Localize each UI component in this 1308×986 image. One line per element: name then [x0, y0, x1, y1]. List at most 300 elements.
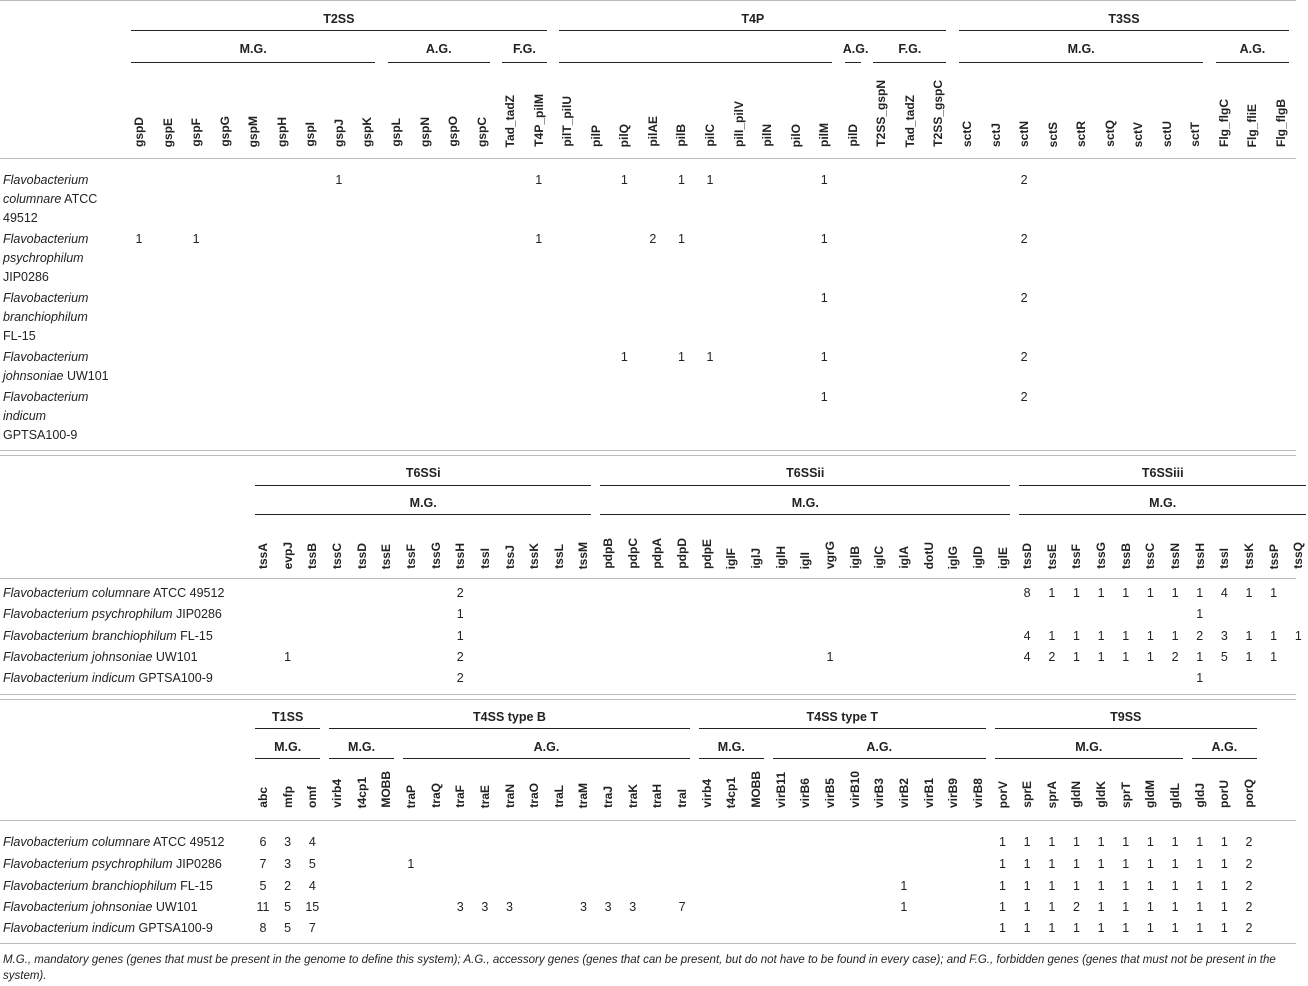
- table-cell-value: 1: [1245, 586, 1253, 600]
- organism-label: [3, 898, 198, 917]
- subgroup-rule: [255, 758, 320, 759]
- organism-species: Flavobacterium indicum: [3, 921, 135, 935]
- gene-header: tssC: [329, 542, 344, 569]
- gene-header: t4cp1: [724, 776, 739, 808]
- gene-header: tssF: [403, 544, 418, 569]
- table-cell-value: 2: [1020, 232, 1028, 246]
- table-cell-value: 1: [535, 173, 543, 187]
- subgroup-label: M.G.: [1149, 496, 1177, 510]
- gene-header: T4P_pilM: [531, 94, 546, 147]
- table-cell-value: 1: [1048, 879, 1056, 893]
- gene-header: tssM: [576, 541, 591, 569]
- organism-species: Flavobacterium indicum: [3, 671, 135, 685]
- table-cell-value: 1: [1097, 629, 1105, 643]
- gene-header: tssA: [256, 542, 270, 569]
- gene-header: tssE: [379, 543, 394, 569]
- gene-header: tssD: [1020, 542, 1035, 569]
- gene-header: tssH: [1192, 542, 1207, 569]
- gene-header: virB9: [946, 777, 961, 808]
- table-cell-value: 1: [456, 629, 464, 643]
- table-cell-value: 1: [1122, 900, 1130, 914]
- gene-header: tssN: [1168, 542, 1183, 569]
- gene-header: gspH: [274, 117, 289, 147]
- organism-species: Flavobacterium columnare: [3, 586, 151, 600]
- gene-header: traQ: [428, 783, 443, 808]
- subgroup-rule: [995, 758, 1184, 759]
- table-cell-value: 1: [1245, 650, 1253, 664]
- gene-header: traK: [625, 783, 640, 808]
- table-cell-value: 1: [1023, 879, 1031, 893]
- table-cell-value: 1: [1072, 586, 1080, 600]
- table-cell-value: 1: [1023, 900, 1031, 914]
- gene-header: Flg_flgB: [1274, 99, 1288, 147]
- table-cell-value: 4: [1023, 650, 1031, 664]
- table-cell-value: 1: [1196, 586, 1204, 600]
- gene-header: pdpE: [699, 539, 714, 569]
- organism-strain: ATCC 49512: [150, 835, 225, 849]
- table-cell-value: 1: [1097, 857, 1105, 871]
- table-cell-value: 2: [1245, 879, 1253, 893]
- subgroup-rule: [1192, 758, 1257, 759]
- gene-header: Flg_flgC: [1216, 99, 1231, 147]
- gene-header: iglF: [724, 547, 739, 569]
- table-cell-value: 1: [335, 173, 343, 187]
- organism-strain: FL-15: [176, 879, 213, 893]
- table-cell-value: 1: [1196, 900, 1204, 914]
- organism-name-line: johnsoniae UW101: [3, 369, 109, 383]
- table-cell-value: 1: [1245, 629, 1253, 643]
- table-cell-value: 1: [1196, 879, 1204, 893]
- subgroup-rule: [845, 62, 861, 63]
- table-bottom-rule: [0, 450, 1296, 451]
- table-cell-value: 1: [1072, 879, 1080, 893]
- organism-label: [3, 877, 213, 896]
- gene-header: gldL: [1168, 782, 1183, 808]
- gene-header: iglD: [970, 546, 985, 569]
- organism-label: [3, 669, 213, 688]
- table-cell-value: 1: [999, 835, 1006, 849]
- subgroup-rule: [388, 62, 490, 63]
- table-cell-value: 2: [1245, 921, 1253, 935]
- gene-header: sctV: [1131, 121, 1146, 147]
- organism-name-line: columnare ATCC: [3, 192, 98, 206]
- system-rule: [600, 485, 1010, 486]
- table-cell-value: 2: [1048, 650, 1056, 664]
- system-rule: [995, 728, 1258, 729]
- gene-header: tssI: [477, 548, 492, 569]
- table-cell-value: 1: [1146, 586, 1154, 600]
- table-cell-value: 1: [820, 390, 828, 404]
- gene-header: pilC: [703, 124, 717, 147]
- subgroup-rule: [773, 758, 986, 759]
- gene-header: tssC: [1143, 542, 1158, 569]
- table-cell-value: 1: [535, 232, 543, 246]
- organism-strain: GPTSA100-9: [135, 671, 213, 685]
- gene-header: virB11: [773, 771, 788, 808]
- gene-header: tssK: [1242, 542, 1256, 569]
- table-cell-value: 1: [620, 173, 628, 187]
- organism-species: Flavobacterium columnare: [3, 835, 151, 849]
- subgroup-label: M.G.: [274, 740, 302, 754]
- system-rule: [255, 728, 320, 729]
- gene-header: virB6: [798, 777, 813, 808]
- table-cell-value: 1: [1196, 671, 1204, 685]
- gene-header: pilD: [845, 124, 860, 147]
- gene-header: gldN: [1069, 781, 1084, 808]
- table-cell-value: 1: [1122, 879, 1130, 893]
- table-cell-value: 2: [1196, 629, 1204, 643]
- organism-name-line: Flavobacterium: [3, 291, 89, 305]
- system-rule: [1019, 485, 1306, 486]
- table-cell-value: 1: [820, 173, 828, 187]
- organism-strain: JIP0286: [172, 857, 222, 871]
- gene-header: tssB: [1118, 542, 1133, 569]
- table-cell-value: 1: [620, 350, 628, 364]
- gene-header: pdpC: [625, 538, 640, 569]
- table-cell-value: 1: [1196, 650, 1204, 664]
- table-cell-value: 1: [1048, 629, 1056, 643]
- organism-name-line: Flavobacterium: [3, 350, 89, 364]
- organism-label: [3, 289, 123, 346]
- gene-header: tssQ: [1291, 542, 1306, 569]
- gene-header: gspI: [303, 122, 318, 147]
- organism-strain: FL-15: [176, 629, 213, 643]
- subgroup-label: M.G.: [239, 42, 267, 56]
- header-bottom-rule: [0, 158, 1296, 159]
- gene-header: sctN: [1017, 120, 1032, 147]
- gene-header: mfp: [280, 786, 295, 808]
- table-cell-value: 1: [1048, 586, 1056, 600]
- table-cell-value: 5: [259, 879, 267, 893]
- subgroup-label: M.G.: [717, 740, 745, 754]
- gene-header: porQ: [1242, 779, 1256, 808]
- gene-header: pilB: [674, 124, 689, 147]
- gene-header: pilM: [817, 123, 832, 147]
- gene-header: pilN: [760, 124, 775, 147]
- gene-header: traN: [502, 783, 517, 808]
- table-cell-value: 2: [1245, 900, 1253, 914]
- table-cell-value: 1: [677, 173, 685, 187]
- table-cell-value: 2: [1245, 835, 1253, 849]
- system-rule: [329, 728, 690, 729]
- table-cell-value: 1: [1048, 900, 1056, 914]
- system-rule: [959, 30, 1289, 31]
- subgroup-rule: [959, 62, 1203, 63]
- table-bottom-rule: [0, 943, 1296, 944]
- table-cell-value: 1: [1048, 921, 1056, 935]
- organism-species: Flavobacterium psychrophilum: [3, 857, 173, 871]
- table-cell-value: 1: [1023, 857, 1031, 871]
- table-cell-value: 1: [1072, 857, 1080, 871]
- organism-label: [3, 584, 224, 603]
- table-cell-value: 3: [506, 900, 513, 914]
- table-cell-value: 1: [1097, 586, 1105, 600]
- organism-species: Flavobacterium johnsoniae: [3, 650, 153, 664]
- table-cell-value: 6: [259, 835, 267, 849]
- table-cell-value: 1: [1122, 857, 1130, 871]
- gene-header: virB2: [896, 777, 911, 808]
- gene-header: tssG: [428, 542, 443, 569]
- gene-header: sctU: [1159, 120, 1174, 147]
- table-cell-value: 5: [308, 857, 316, 871]
- gene-header: traF: [453, 785, 468, 808]
- organism-name-line: psychrophilum: [3, 251, 84, 265]
- gene-header: iglH: [773, 546, 788, 569]
- gene-header: sctQ: [1102, 120, 1117, 147]
- table-cell-value: 3: [629, 900, 637, 914]
- table-cell-value: 2: [284, 879, 292, 893]
- gene-header: MOBB: [749, 771, 763, 808]
- subgroup-label: M.G.: [1067, 42, 1095, 56]
- gene-header: pdpD: [675, 538, 690, 569]
- gene-header: Flg_fliE: [1245, 103, 1260, 147]
- organism-label: [3, 348, 123, 386]
- system-rule: [699, 728, 986, 729]
- organism-label: [3, 627, 213, 646]
- table-cell-value: 1: [1220, 835, 1228, 849]
- organism-name-line: indicum: [3, 409, 47, 423]
- gene-header: abc: [256, 787, 270, 808]
- gene-header: traL: [551, 785, 566, 808]
- gene-header: virB1: [921, 777, 936, 808]
- table-cell-value: 1: [999, 921, 1006, 935]
- system-label: T4SS type B: [473, 710, 546, 724]
- gene-header: virB10: [847, 771, 862, 808]
- table-cell-value: 1: [1122, 835, 1130, 849]
- table-cell-value: 1: [1270, 650, 1278, 664]
- table-cell-value: 3: [1220, 629, 1228, 643]
- gene-header: gspE: [160, 117, 175, 147]
- table-cell-value: 1: [1023, 921, 1031, 935]
- organism-name-line: Flavobacterium: [3, 390, 89, 404]
- gene-header: gspG: [217, 116, 232, 147]
- gene-header: T2SS_gspC: [931, 80, 946, 147]
- table-cell-value: 1: [677, 232, 685, 246]
- table-cell-value: 4: [308, 835, 316, 849]
- gene-header: iglA: [896, 546, 911, 569]
- gene-header: tssD: [354, 542, 369, 569]
- table-cell-value: 1: [820, 291, 828, 305]
- table-cell-value: 1: [1171, 900, 1179, 914]
- subgroup-label: M.G.: [348, 740, 376, 754]
- table-cell-value: 1: [1270, 629, 1278, 643]
- table-cell-value: 2: [1171, 650, 1179, 664]
- table-cell-value: 15: [305, 900, 320, 914]
- gene-header: dotU: [921, 541, 936, 569]
- table-cell-value: 1: [1220, 857, 1228, 871]
- gene-header: gspC: [474, 117, 489, 147]
- subgroup-rule: [403, 758, 690, 759]
- table-cell-value: 1: [999, 879, 1006, 893]
- gene-header: virB3: [872, 777, 887, 808]
- organism-name-line: 49512: [3, 211, 38, 225]
- system-label: T4SS type T: [806, 710, 879, 724]
- subgroup-rule: [559, 62, 832, 63]
- gene-header: tssP: [1266, 543, 1281, 569]
- table-cell-value: 2: [456, 671, 464, 685]
- gene-header: iglG: [946, 545, 961, 569]
- gene-header: sctC: [959, 120, 974, 147]
- table-cell-value: 1: [900, 879, 908, 893]
- table-cell-value: 1: [1171, 835, 1179, 849]
- gene-header: traO: [527, 783, 542, 808]
- table-cell-value: 7: [678, 900, 686, 914]
- table-cell-value: 1: [1122, 629, 1130, 643]
- organism-label: [3, 648, 198, 667]
- table-cell-value: 4: [1023, 629, 1031, 643]
- gene-header: pilAE: [645, 116, 660, 147]
- table-cell-value: 2: [456, 586, 464, 600]
- table-cell-value: 2: [1020, 390, 1028, 404]
- table-cell-value: 1: [1146, 879, 1154, 893]
- table-cell-value: 3: [284, 835, 292, 849]
- gene-header: gldJ: [1192, 783, 1207, 808]
- gene-header: t4cp1: [354, 776, 369, 808]
- table-cell-value: 2: [456, 650, 464, 664]
- system-rule: [559, 30, 946, 31]
- table-cell-value: 1: [820, 232, 828, 246]
- table-cell-value: 1: [1196, 607, 1204, 621]
- table-cell-value: 1: [900, 900, 908, 914]
- table-cell-value: 1: [1097, 835, 1105, 849]
- gene-header: gspM: [246, 115, 261, 147]
- header-bottom-rule: [0, 578, 1296, 579]
- subgroup-rule: [131, 62, 375, 63]
- organism-name-line: JIP0286: [3, 270, 49, 284]
- gene-header: sprT: [1118, 781, 1133, 808]
- table-cell-value: 1: [1146, 900, 1154, 914]
- gene-header: porU: [1217, 780, 1232, 808]
- table-cell-value: 1: [706, 350, 714, 364]
- organism-species: Flavobacterium johnsoniae: [3, 900, 153, 914]
- subgroup-rule: [255, 514, 591, 515]
- organism-label: [3, 919, 213, 938]
- table-cell-value: 1: [1122, 586, 1130, 600]
- table-cell-value: 1: [1023, 835, 1031, 849]
- organism-label: [3, 230, 123, 287]
- organism-species: Flavobacterium psychrophilum: [3, 607, 173, 621]
- organism-species: Flavobacterium branchiophilum: [3, 629, 177, 643]
- gene-header: iglB: [847, 546, 862, 569]
- table-cell-value: 1: [1122, 650, 1130, 664]
- gene-header: pilP: [588, 124, 603, 147]
- gene-header: vgrG: [822, 540, 837, 569]
- gene-header: virb4: [699, 779, 714, 808]
- table-cell-value: 1: [1171, 879, 1179, 893]
- organism-strain: UW101: [152, 650, 198, 664]
- gene-header: sctR: [1074, 120, 1089, 147]
- table-cell-value: 1: [1072, 835, 1080, 849]
- system-rule: [255, 485, 591, 486]
- table-cell-value: 1: [456, 607, 464, 621]
- table-cell-value: 1: [1270, 586, 1278, 600]
- gene-header: iglE: [995, 546, 1010, 569]
- organism-name-line: Flavobacterium: [3, 173, 89, 187]
- subgroup-label: A.G.: [1211, 740, 1238, 754]
- gene-header: tssF: [1069, 544, 1084, 569]
- table-cell-value: 1: [1072, 921, 1080, 935]
- system-label: T9SS: [1110, 710, 1142, 724]
- gene-header: virb4: [329, 779, 344, 808]
- table-cell-value: 2: [649, 232, 657, 246]
- gene-header: traH: [650, 783, 665, 808]
- table-cell-value: 1: [1097, 900, 1105, 914]
- organism-name-line: branchiophilum: [3, 310, 88, 324]
- table-cell-value: 1: [1196, 857, 1204, 871]
- table-cell-value: 7: [308, 921, 316, 935]
- gene-header: porV: [995, 780, 1010, 808]
- gene-header: tssJ: [502, 544, 517, 569]
- organism-label: [3, 855, 222, 874]
- table-cell-value: 1: [1146, 921, 1154, 935]
- table-cell-value: 1: [1048, 857, 1056, 871]
- gene-header: evpJ: [280, 541, 295, 569]
- gene-header: sprA: [1044, 780, 1059, 808]
- organism-name-line: FL-15: [3, 329, 36, 343]
- gene-header: tssH: [453, 542, 468, 569]
- table-cell-value: 1: [1171, 586, 1179, 600]
- table-cell-value: 3: [579, 900, 587, 914]
- table-top-rule: [0, 455, 1296, 456]
- organism-strain: JIP0286: [172, 607, 222, 621]
- table-cell-value: 1: [1220, 921, 1228, 935]
- table-cell-value: 1: [1097, 650, 1105, 664]
- table-cell-value: 1: [1220, 900, 1228, 914]
- gene-header: tssB: [305, 542, 320, 569]
- gene-header: pilI_pilV: [731, 100, 746, 147]
- organism-label: [3, 388, 123, 445]
- table-cell-value: 4: [308, 879, 316, 893]
- gene-header: sprE: [1020, 781, 1035, 808]
- table-top-rule: [0, 0, 1296, 1]
- table-cell-value: 1: [1171, 857, 1179, 871]
- organism-label: [3, 605, 222, 624]
- gene-header: sctJ: [988, 122, 1003, 147]
- gene-header: tssE: [1044, 543, 1059, 569]
- gene-header: gspK: [360, 117, 375, 147]
- gene-header: gspL: [388, 118, 403, 147]
- table-cell-value: 2: [1020, 350, 1028, 364]
- table-top-rule: [0, 699, 1296, 700]
- subgroup-label: A.G.: [425, 42, 452, 56]
- table-cell-value: 1: [1072, 650, 1080, 664]
- subgroup-label: F.G.: [512, 42, 536, 56]
- table-cell-value: 1: [135, 232, 143, 246]
- table-cell-value: 3: [284, 857, 292, 871]
- subgroup-rule: [699, 758, 764, 759]
- gene-header: gldM: [1143, 780, 1158, 808]
- gene-header: pilQ: [617, 123, 632, 147]
- subgroup-label: M.G.: [791, 496, 819, 510]
- table-cell-value: 1: [1196, 835, 1204, 849]
- gene-header: Tad_tadZ: [503, 94, 518, 147]
- table-cell-value: 3: [481, 900, 489, 914]
- subgroup-label: A.G.: [866, 740, 893, 754]
- subgroup-label: A.G.: [842, 42, 869, 56]
- table-cell-value: 1: [1146, 629, 1154, 643]
- organism-species: Flavobacterium branchiophilum: [3, 879, 177, 893]
- system-label: T3SS: [1108, 12, 1140, 26]
- table-cell-value: 1: [706, 173, 714, 187]
- table-footnote: M.G., mandatory genes (genes that must be present in the genome to define this system); A.G., accessory genes (genes that can be present, but do not have to be found in every case); and F.G., forbidden genes (genes that must not be present in the system).: [3, 954, 1276, 982]
- table-cell-value: 1: [407, 857, 415, 871]
- organism-strain: ATCC 49512: [150, 586, 225, 600]
- gene-header: iglJ: [749, 548, 763, 569]
- table-cell-value: 1: [1171, 629, 1179, 643]
- header-bottom-rule: [0, 820, 1296, 821]
- subgroup-label: M.G.: [409, 496, 437, 510]
- gene-header: pilT_pilU: [560, 96, 575, 147]
